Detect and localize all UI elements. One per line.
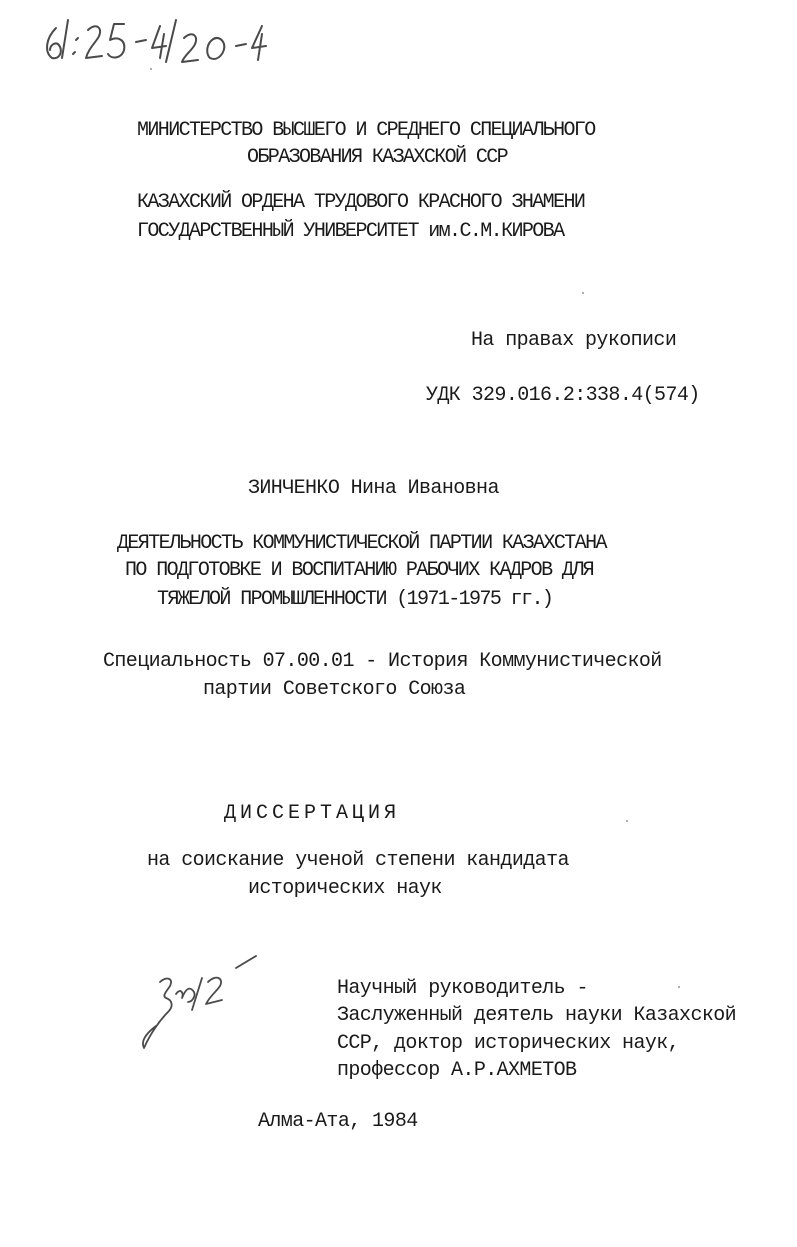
specialty-line-2: партии Советского Союза xyxy=(203,678,466,701)
svg-text:61:85-4/20-4: 61:85-4/20-4 xyxy=(38,8,46,9)
supervisor-line-1: Научный руководитель - xyxy=(337,977,588,1000)
author-name: ЗИНЧЕНКО Нина Ивановна xyxy=(248,477,499,500)
title-line-3: ТЯЖЕЛОЙ ПРОМЫШЛЕННОСТИ (1971-1975 гг.) xyxy=(157,588,553,611)
university-line-1: КАЗАХСКИЙ ОРДЕНА ТРУДОВОГО КРАСНОГО ЗНАМЕНИ xyxy=(137,191,585,214)
paper-speck xyxy=(678,986,680,988)
supervisor-line-2: Заслуженный деятель науки Казахской xyxy=(337,1004,737,1027)
supervisor-line-4: профессор А.Р.АХМЕТОВ xyxy=(337,1059,577,1082)
paper-speck xyxy=(150,68,152,70)
supervisor-signature xyxy=(130,948,270,1058)
document-type: ДИССЕРТАЦИЯ xyxy=(224,802,401,825)
degree-line-2: исторических наук xyxy=(248,877,442,900)
ministry-line-1: МИНИСТЕРСТВО ВЫСШЕГО И СРЕДНЕГО СПЕЦИАЛЬНОГО xyxy=(137,119,595,142)
university-line-2: ГОСУДАРСТВЕННЫЙ УНИВЕРСИТЕТ им.С.М.КИРОВА xyxy=(137,220,564,243)
archive-number-handwriting xyxy=(38,8,268,70)
supervisor-line-3: ССР, доктор исторических наук, xyxy=(337,1032,680,1055)
ministry-line-2: ОБРАЗОВАНИЯ КАЗАХСКОЙ ССР xyxy=(247,146,508,169)
title-line-2: ПО ПОДГОТОВКЕ И ВОСПИТАНИЮ РАБОЧИХ КАДРОВ ДЛЯ xyxy=(125,559,594,582)
title-line-1: ДЕЯТЕЛЬНОСТЬ КОММУНИСТИЧЕСКОЙ ПАРТИИ КАЗАХСТАНА xyxy=(117,532,606,555)
specialty-line-1: Специальность 07.00.01 - История Коммунистической xyxy=(103,650,662,673)
place-and-year: Алма-Ата, 1984 xyxy=(258,1110,418,1133)
paper-speck xyxy=(626,820,628,822)
degree-line-1: на соискание ученой степени кандидата xyxy=(147,849,569,872)
udc-code: УДК 329.016.2:338.4(574) xyxy=(426,384,700,407)
manuscript-rights: На правах рукописи xyxy=(471,329,677,352)
paper-speck xyxy=(582,292,584,294)
